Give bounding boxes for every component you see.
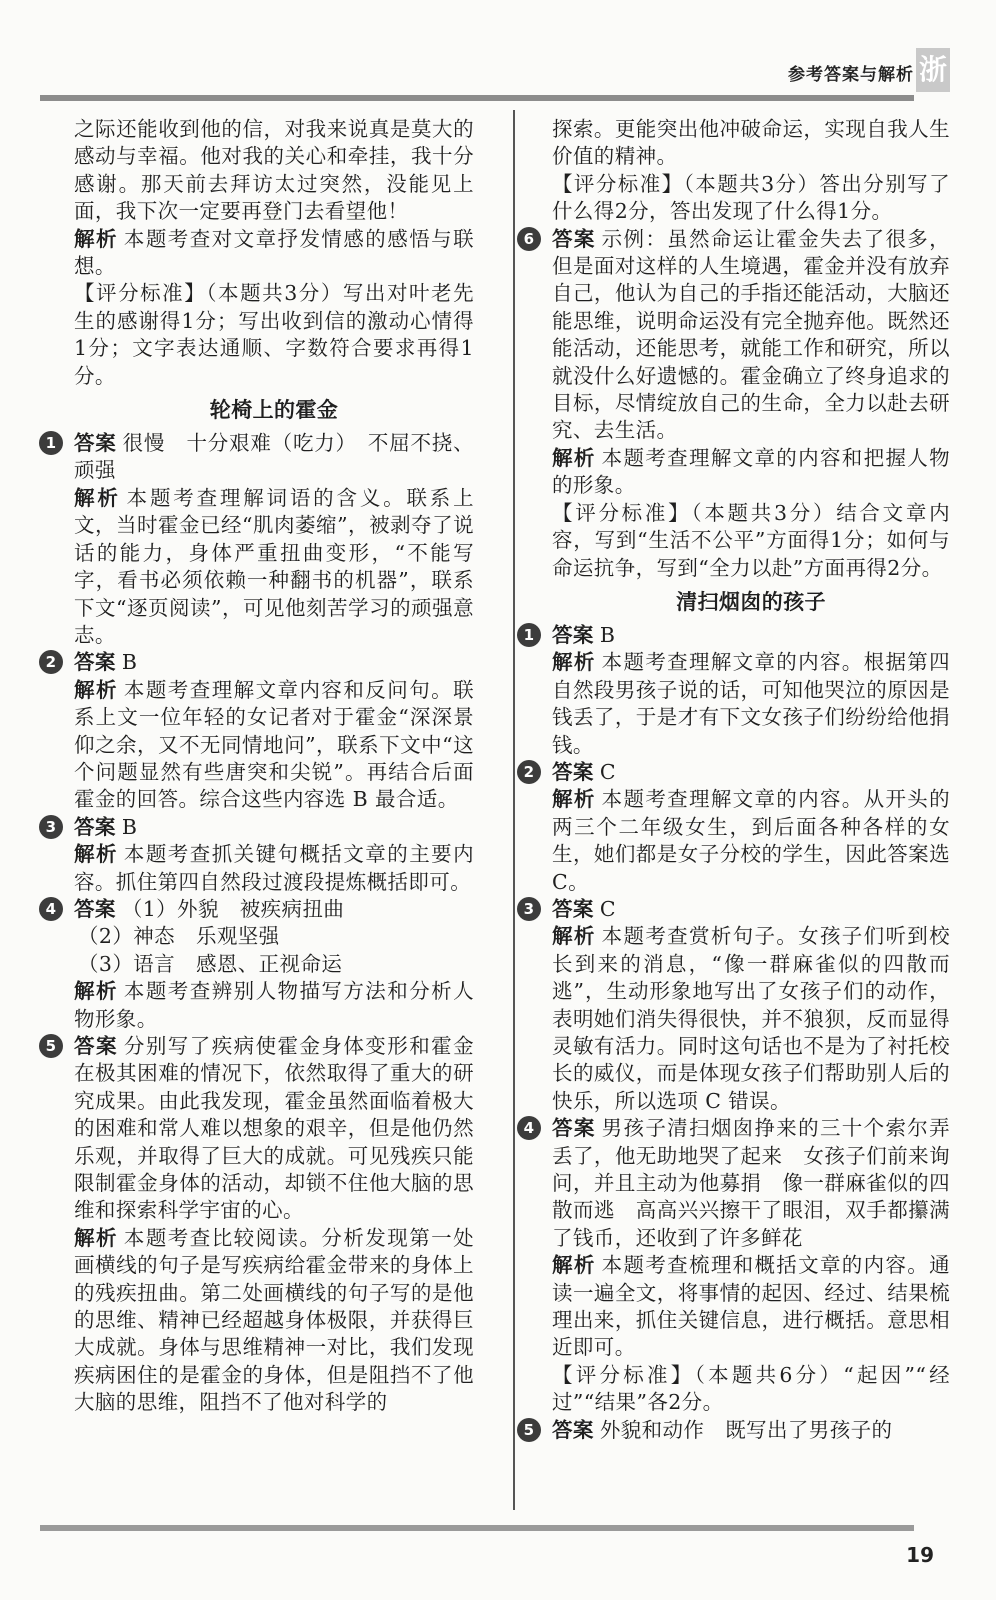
analysis <box>552 649 950 759</box>
answer-text: C <box>599 896 616 921</box>
intro-text: 之际还能收到他的信，对我来说真是莫大的感动与幸福。他对我的关心和牵挂，我十分感谢。那天前去拜访太过突然，没能见上面，我下次一定要再登门去看望他！ <box>74 117 474 224</box>
analysis-label: 解析 <box>74 979 118 1004</box>
answer <box>552 226 950 445</box>
answer-label: 答案 <box>552 622 594 647</box>
analysis <box>74 841 474 896</box>
analysis-label: 解析 <box>552 924 596 949</box>
question-item <box>523 622 950 759</box>
question-number: 2 <box>39 650 63 674</box>
answer-text: B <box>121 650 138 675</box>
analysis-text: 本题考查理解文章的内容和把握人物的形象。 <box>552 445 950 498</box>
answer-text: C <box>599 759 616 784</box>
answer <box>74 1033 474 1225</box>
question-number: 3 <box>517 897 541 921</box>
answer <box>552 622 950 649</box>
analysis-text: 本题考查抓关键句概括文章的主要内容。抓住第四自然段过渡段提炼概括即可。 <box>74 842 474 894</box>
question-item <box>523 759 950 896</box>
score-standard: 【评分标准】（本题共3分）结合文章内容，写到“生活不公平”方面得1分；如何与命运抗争，写到“全力以赴”方面再得2分。 <box>552 500 950 580</box>
answer-text: B <box>599 622 616 647</box>
analysis-label: 解析 <box>74 677 118 702</box>
analysis <box>552 786 950 896</box>
answer-text: B <box>121 814 138 839</box>
answer-label: 答案 <box>552 759 594 784</box>
analysis-text: 本题考查理解词语的含义。联系上文，当时霍金已经“肌肉萎缩”，被剥夺了说话的能力，身体严重扭曲变形，“不能写字，看书必须依赖一种翻书的机器”，联系下文“逐页阅读”，可见他刻苦学习的顽强意志。 <box>74 485 474 647</box>
analysis <box>74 677 474 814</box>
analysis-text: 本题考查比较阅读。分析发现第一处画横线的句子是写疾病给霍金带来的身体上的残疾扭曲。第二处画横线的句子写的是他的思维、精神已经超越身体极限，并获得巨大成就。身体与思维精神一对比，我们发现疾病困住的是霍金的身体，但是阻挡不了他大脑的思维，阻挡不了他对科学的 <box>74 1225 474 1415</box>
question-number: 2 <box>517 760 541 784</box>
answer <box>74 649 474 676</box>
analysis-text: 本题考查辨别人物描写方法和分析人物形象。 <box>74 979 474 1031</box>
analysis-text: 本题考查理解文章的内容。从开头的两三个二年级女生，到后面各种各样的女生，她们都是女子分校的学生，因此答案选 C。 <box>552 787 950 894</box>
page-number: 19 <box>906 1543 934 1567</box>
question-number: 5 <box>517 1418 541 1442</box>
question-number: 6 <box>517 227 541 251</box>
analysis <box>552 445 950 500</box>
analysis-label: 解析 <box>74 226 118 251</box>
analysis-text: 本题考查理解文章的内容。根据第四自然段男孩子说的话，可知他哭泣的原因是钱丢了，于是才有下文女孩子们纷纷给他捐钱。 <box>552 650 950 757</box>
header-rule <box>40 95 914 101</box>
score-standard: 【评分标准】（本题共6分）“起因”“经过”“结果”各2分。 <box>552 1362 950 1415</box>
answer-label: 答案 <box>552 226 596 251</box>
analysis <box>74 485 474 649</box>
column-divider <box>513 110 515 1510</box>
question-item <box>45 649 474 813</box>
analysis-label: 解析 <box>552 1253 596 1278</box>
question-item <box>523 896 950 1115</box>
answer-label: 答案 <box>74 896 116 921</box>
footer-rule <box>40 1525 914 1531</box>
question-item <box>523 1417 950 1444</box>
question-item <box>523 226 950 582</box>
question-item <box>45 1033 474 1417</box>
province-badge: 浙 <box>916 48 950 92</box>
answer <box>552 759 950 786</box>
right-column <box>523 116 950 1444</box>
answer-line: （3）语言 感恩、正视命运 <box>78 951 343 976</box>
answer-label: 答案 <box>74 814 116 839</box>
question-number: 5 <box>39 1034 63 1058</box>
analysis-label: 解析 <box>552 650 596 675</box>
answer <box>74 430 474 485</box>
answer-label: 答案 <box>74 650 116 675</box>
analysis-text: 本题考查梳理和概括文章的内容。通读一遍全文，将事情的起因、经过、结果梳理出来，抓住关键信息，进行概括。意思相近即可。 <box>552 1253 950 1360</box>
analysis-label: 解析 <box>74 485 121 510</box>
analysis <box>74 1225 474 1417</box>
answer <box>74 814 474 841</box>
answer-text: 示例：虽然命运让霍金失去了很多，但是面对这样的人生境遇，霍金并没有放弃自己，他认为自己的手指还能活动，大脑还能思维，说明命运没有完全抛弃他。既然还能活动，还能思考，就能工作和研究，所以就没什么好遗憾的。霍金确立了终身追求的目标，尽情绽放自己的生命，全力以赴去研究、去生活。 <box>552 226 950 443</box>
answer-line: （2）神态 乐观坚强 <box>78 924 280 949</box>
analysis-label: 解析 <box>74 842 118 867</box>
answer-text: 外貌和动作 既写出了男孩子的 <box>599 1417 893 1442</box>
answer-label: 答案 <box>552 1417 594 1442</box>
intro-analysis <box>74 226 474 281</box>
answer-line: （1）外貌 被疾病扭曲 <box>121 896 345 921</box>
question-number: 4 <box>517 1116 541 1140</box>
answer <box>552 1115 950 1252</box>
question-number: 1 <box>517 623 541 647</box>
answer-label: 答案 <box>74 431 117 456</box>
question-number: 3 <box>39 815 63 839</box>
answer <box>552 1417 950 1444</box>
question-number: 1 <box>39 431 63 455</box>
answer-label: 答案 <box>552 896 594 921</box>
analysis <box>74 978 474 1033</box>
question-item <box>45 430 474 649</box>
question-item <box>45 814 474 896</box>
analysis-label: 解析 <box>552 445 596 470</box>
answer-text: 分别写了疾病使霍金身体变形和霍金在极其困难的情况下，依然取得了重大的研究成果。由此我发现，霍金虽然面临着极大的困难和常人难以想象的艰辛，但是他仍然乐观，并取得了巨大的成就。可见残疾只能限制霍金身体的活动，却锁不住他大脑的思维和探索科学宇宙的心。 <box>74 1034 474 1223</box>
question-item <box>523 1115 950 1416</box>
question-item <box>45 896 474 1033</box>
analysis-text: 本题考查赏析句子。女孩子们听到校长到来的消息，“像一群麻雀似的四散而逃”，生动形象地写出了女孩子们的动作，表明她们消失得很快，并不狼狈，反而显得灵敏有活力。同时这句话也不是为了衬托校长的威仪，而是体现女孩子们帮助别人后的快乐，所以选项 C 错误。 <box>552 924 950 1113</box>
question-number: 4 <box>39 897 63 921</box>
analysis-text: 本题考查理解文章内容和反问句。联系上文一位年轻的女记者对于霍金“深深景仰之余，又不无同情地问”，联系下文中“这个问题显然有些唐突和尖锐”。再结合后面霍金的回答。综合这些内容选 B 最合适。 <box>74 677 474 812</box>
answer-label: 答案 <box>74 1034 118 1058</box>
left-column <box>45 116 474 1417</box>
analysis-label: 解析 <box>74 1225 118 1250</box>
answer-text: 很慢 十分艰难（吃力） 不屈不挠、顽强 <box>74 431 474 483</box>
section-title-hawking: 轮椅上的霍金 <box>209 398 339 423</box>
continued-text: 探索。更能突出他冲破命运，实现自我人生价值的精神。 <box>552 117 950 169</box>
intro-analysis-text: 本题考查对文章抒发情感的感悟与联想。 <box>74 226 474 279</box>
answer <box>74 896 474 923</box>
analysis <box>552 923 950 1115</box>
analysis-label: 解析 <box>552 787 596 812</box>
analysis <box>552 1252 950 1362</box>
header-title: 参考答案与解析 <box>788 65 914 85</box>
section-title-chimney: 清扫烟囱的孩子 <box>676 589 826 614</box>
continued-score: 【评分标准】（本题共3分）答出分别写了什么得2分，答出发现了什么得1分。 <box>552 171 950 224</box>
answer-label: 答案 <box>552 1116 596 1141</box>
answer-text: 男孩子清扫烟囱挣来的三十个索尔弄丢了，他无助地哭了起来 女孩子们前来询问，并且主动为他募捐 像一群麻雀似的四散而逃 高高兴兴擦干了眼泪，双手都攥满了钱币，还收到了许多鲜花 <box>552 1116 950 1250</box>
answer <box>552 896 950 923</box>
intro-score: 【评分标准】（本题共3分）写出对叶老先生的感谢得1分；写出收到信的激动心情得1分；文字表达通顺、字数符合要求再得1分。 <box>74 281 474 388</box>
